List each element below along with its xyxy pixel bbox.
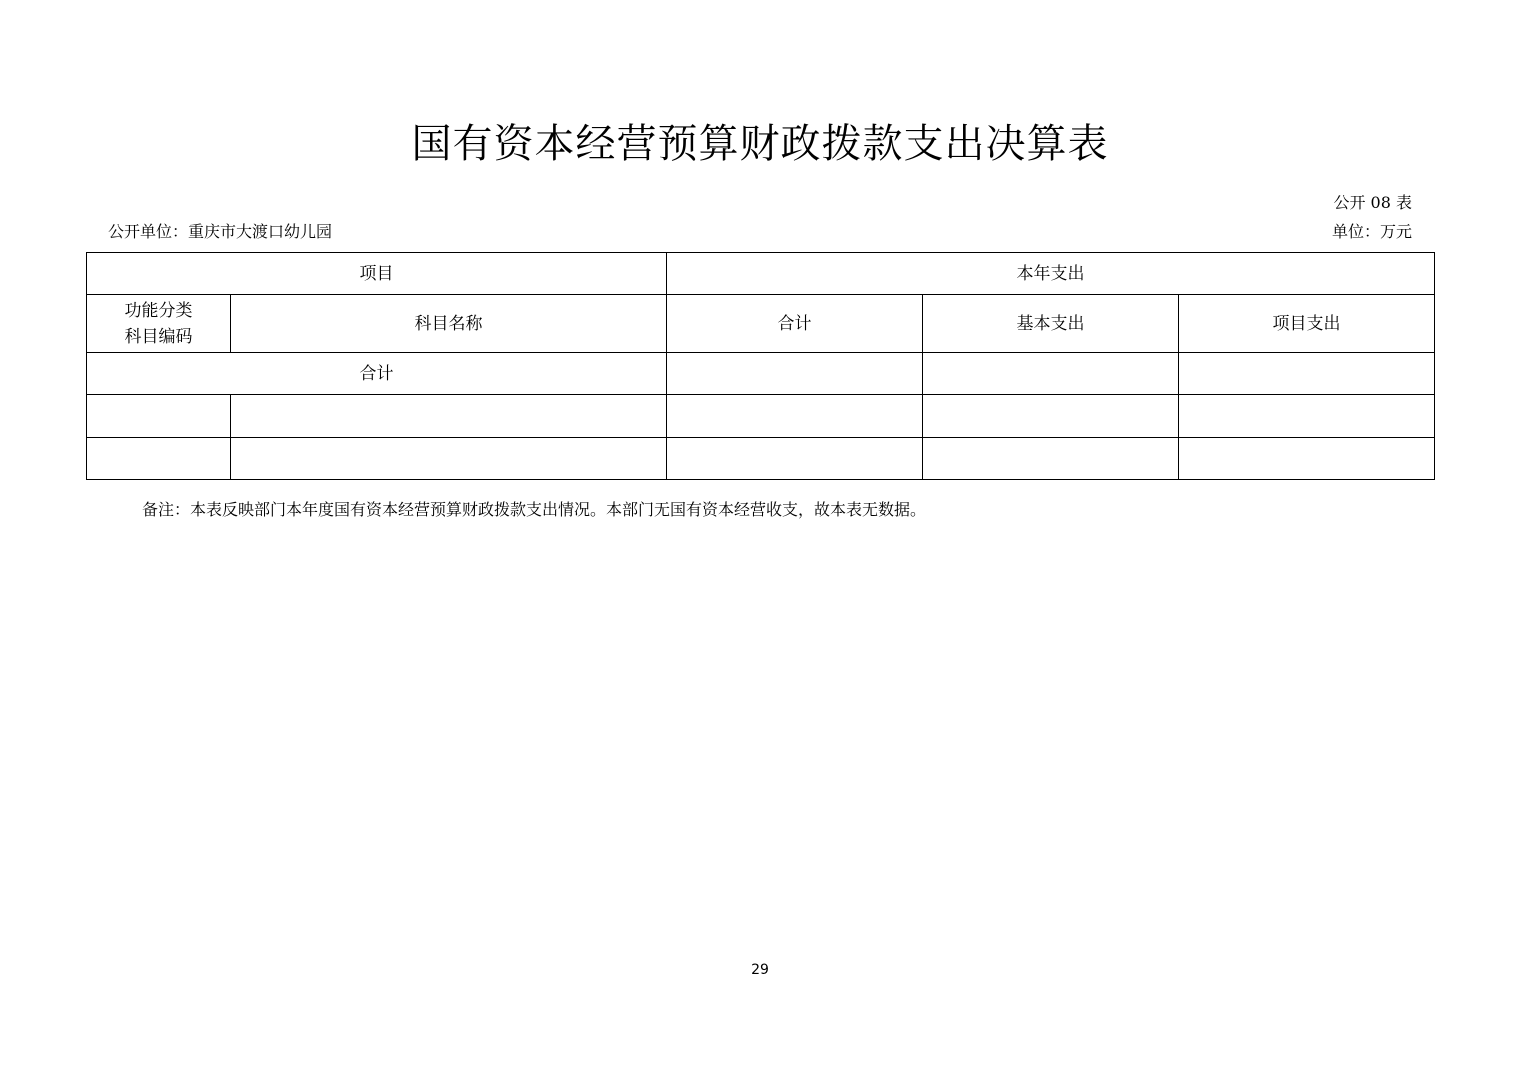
page-number: 29 (751, 962, 769, 978)
row-total-cell (667, 438, 923, 480)
header-code-cell: 功能分类 科目编码 (87, 295, 231, 353)
header-item-cell: 项目 (87, 253, 667, 295)
total-project-cell (1179, 353, 1435, 395)
total-label-cell: 合计 (87, 353, 667, 395)
header-row-2 (87, 295, 1435, 353)
header-current-year-cell: 本年支出 (667, 253, 1435, 295)
row-project-cell (1179, 395, 1435, 438)
table-row (87, 395, 1435, 438)
currency-unit: 单位：万元 (1331, 222, 1412, 241)
footnote: 备注：本表反映部门本年度国有资本经营预算财政拨款支出情况。本部门无国有资本经营收支，故本表无数据。 (142, 500, 927, 519)
row-name-cell (231, 395, 667, 438)
total-total-cell (667, 353, 923, 395)
page-title: 国有资本经营预算财政拨款支出决算表 (411, 121, 1109, 167)
row-name-cell (231, 438, 667, 480)
row-basic-cell (923, 438, 1179, 480)
header-project-cell: 项目支出 (1179, 295, 1435, 353)
header-basic-cell: 基本支出 (923, 295, 1179, 353)
row-total-cell (667, 395, 923, 438)
header-row-1 (87, 253, 1435, 295)
row-code-cell (87, 438, 231, 480)
header-total-cell: 合计 (667, 295, 923, 353)
row-code-cell (87, 395, 231, 438)
header-name-cell: 科目名称 (231, 295, 667, 353)
table-number: 公开 08 表 (1333, 193, 1412, 212)
total-basic-cell (923, 353, 1179, 395)
row-basic-cell (923, 395, 1179, 438)
reporting-unit: 公开单位：重庆市大渡口幼儿园 (108, 222, 333, 241)
total-row (87, 353, 1435, 395)
row-project-cell (1179, 438, 1435, 480)
expenditure-table (86, 252, 1435, 480)
table-row (87, 438, 1435, 480)
